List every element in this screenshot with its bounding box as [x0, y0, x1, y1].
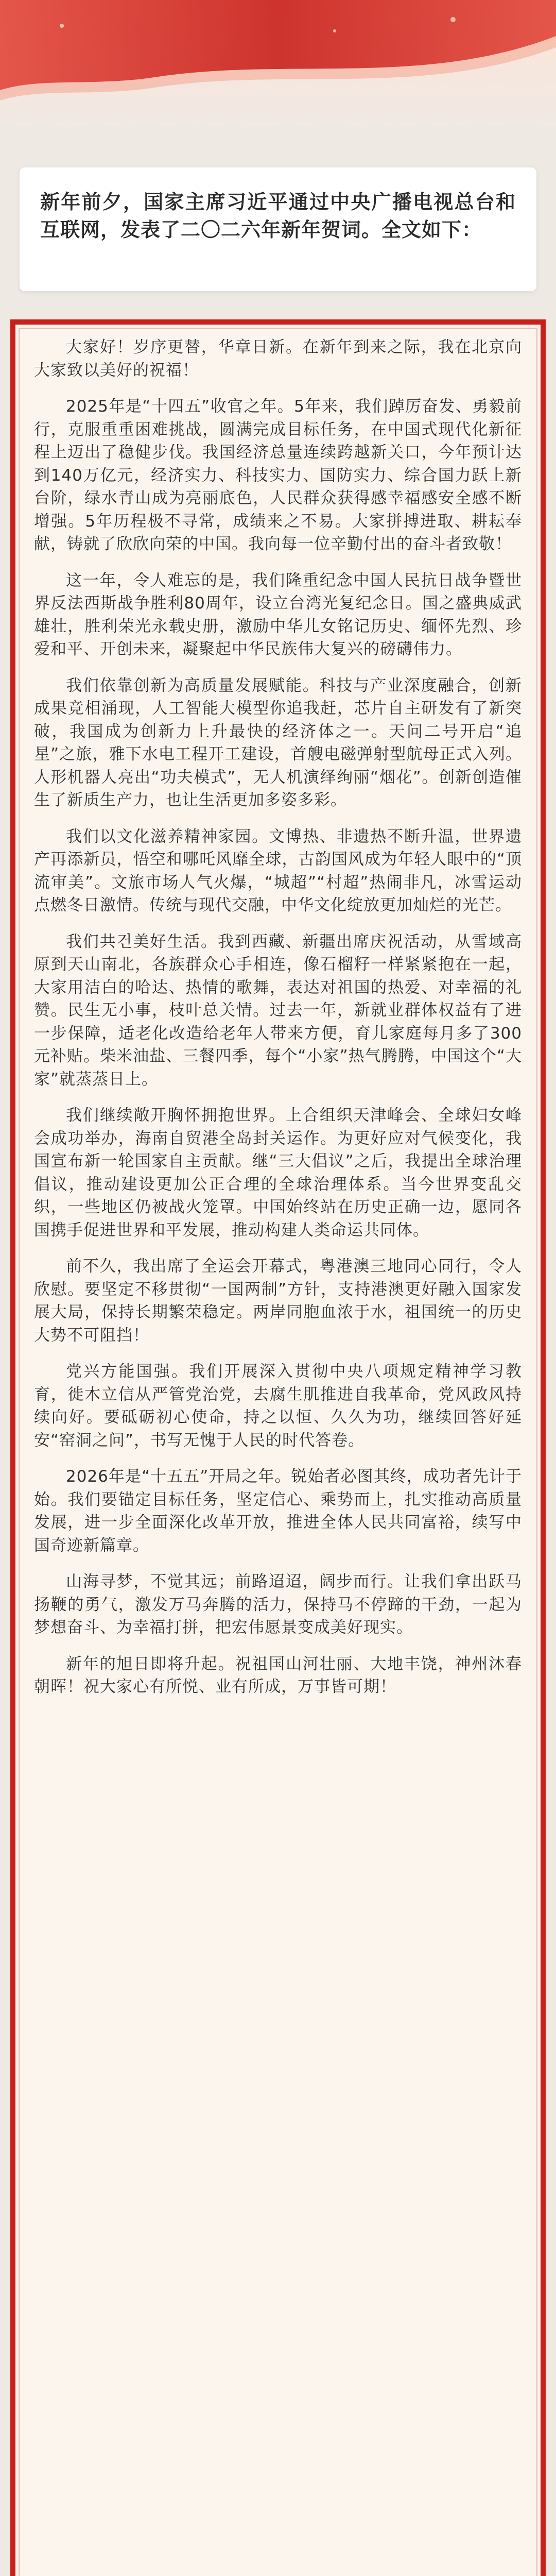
speech-paragraph-6: 我们共건美好生活。我到西藏、新疆出席庆祝活动，从雪域高原到天山南北，各族群众心手相连，像石榴籽一样紧紧抱在一起，大家用洁白的哈达、热情的歌舞，表达对祖国的热爱、对幸福的礼赞。民生无小事，枝叶总关情。过去一年，新就业群体权益有了进一步保障，适老化改造给老年人带来方便，育儿家庭每月多了300元补贴。柴米油盐、三餐四季，每个“小家”热气腾腾，中国这个“大家”就蒸蒸日上。	[34, 932, 522, 1089]
speech-paragraph-1: 大家好！岁序更替，华章日新。在新年到来之际，我在北京向大家致以美好的祝福！	[34, 338, 522, 380]
festive-header-banner	[0, 0, 556, 129]
speech-paragraph-7: 我们继续敞开胸怀拥抱世界。上合组织天津峰会、全球妇女峰会成功举办，海南自贸港全岛封关运作。为更好应对气候变化，我国宣布新一轮国家自主贡献。继“三大倡议”之后，我提出全球治理倡议，推动建设更加公正合理的全球治理体系。当今世界变乱交织，一些地区仍被战火笼罩。中国始终站在历史正确一边，愿同各国携手促进世界和平发展，推动构建人类命运共同体。	[34, 1106, 522, 1240]
banner-graphic	[0, 0, 556, 129]
speech-paragraph-9: 党兴方能国强。我们开展深入贯彻中央八项规定精神学习教育，徙木立信从严管党治党，去腐生肌推进自我革命，党风政风持续向好。要砥砺初心使命，持之以恒、久久为功，继续回答好延安“窑洞之问”，书写无愧于人民的时代答卷。	[34, 1362, 522, 1450]
speech-paragraph-12: 新年的旭日即将升起。祝祖国山河壮丽、大地丰饶，神州沐春朝晖！祝大家心有所悦、业有所成，万事皆可期！	[34, 1654, 522, 1696]
speech-paragraph-2: 2025年是“十四五”收官之年。5年来，我们踔厉奋发、勇毅前行，克服重重困难挑战，圆满完成目标任务，在中国式现代化新征程上迈出了稳健步伐。我国经济总量连续跨越新关口，今年预计达到140万亿元，经济实力、科技实力、国防实力、综合国力跃上新台阶，绿水青山成为亮丽底色，人民群众获得感幸福感安全感不断增强。5年历程极不寻常，成绩来之不易。大家拼搏进取、耕耘奉献，铸就了欣欣向荣的中国。我向每一位辛勤付出的奋斗者致敬！	[34, 397, 522, 553]
intro-card	[20, 167, 536, 291]
speech-paragraph-11: 山海寻梦，不觉其远；前路迢迢，阔步而行。让我们拿出跃马扬鞭的勇气，激发万马奔腾的活力，保持马不停蹄的干劲，一起为梦想奋斗、为幸福打拼，把宏伟愿景变成美好现实。	[34, 1572, 522, 1637]
speech-frame	[10, 319, 546, 2576]
speech-paragraph-10: 2026年是“十五五”开局之年。锐始者必图其终，成功者先计于始。我们要锚定目标任务，坚定信心、乘势而上，扎实推动高质量发展，进一步全面深化改革开放，推进全体人民共同富裕，续写中国奇迹新篇章。	[34, 1467, 522, 1555]
speech-paper	[15, 325, 541, 2576]
intro-paragraph: 新年前夕，国家主席习近平通过中央广播电视总台和互联网，发表了二〇二六年新年贺词。全文如下：	[40, 191, 516, 241]
speech-paragraph-8: 前不久，我出席了全运会开幕式，粤港澳三地同心同行，令人欣慰。要坚定不移贯彻“一国两制”方针，支持港澳更好融入国家发展大局，保持长期繁荣稳定。两岸同胞血浓于水，祖国统一的历史大势不可阻挡！	[34, 1257, 522, 1345]
speech-paragraph-4: 我们依靠创新为高质量发展赋能。科技与产业深度融合，创新成果竞相涌现，人工智能大模型你追我赶，芯片自主研发有了新突破，我国成为创新力上升最快的经济体之一。天问二号开启“追星”之旅，雅下水电工程开工建设，首艘电磁弹射型航母正式入列。人形机器人亮出“功夫模式”，无人机演绎绚丽“烟花”。创新创造催生了新质生产力，也让生活更加多姿多彩。	[34, 676, 522, 809]
speech-paragraph-5: 我们以文化滋养精神家园。文博热、非遗热不断升温，世界遗产再添新员，悟空和哪吒风靡全球，古韵国风成为年轻人眼中的“顶流审美”。文旅市场人气火爆，“城超”“村超”热闹非凡，冰雪运动点燃冬日激情。传统与现代交融，中华文化绽放更加灿烂的光芒。	[34, 827, 522, 914]
speech-paragraph-3: 这一年，令人难忘的是，我们隆重纪念中国人民抗日战争暨世界反法西斯战争胜利80周年，设立台湾光复纪念日。国之盛典威武雄壮，胜利荣光永载史册，激励中华儿女铭记历史、缅怀先烈、珍爱和平、开创未来，凝聚起中华民族伟大复兴的磅礴伟力。	[34, 571, 522, 658]
